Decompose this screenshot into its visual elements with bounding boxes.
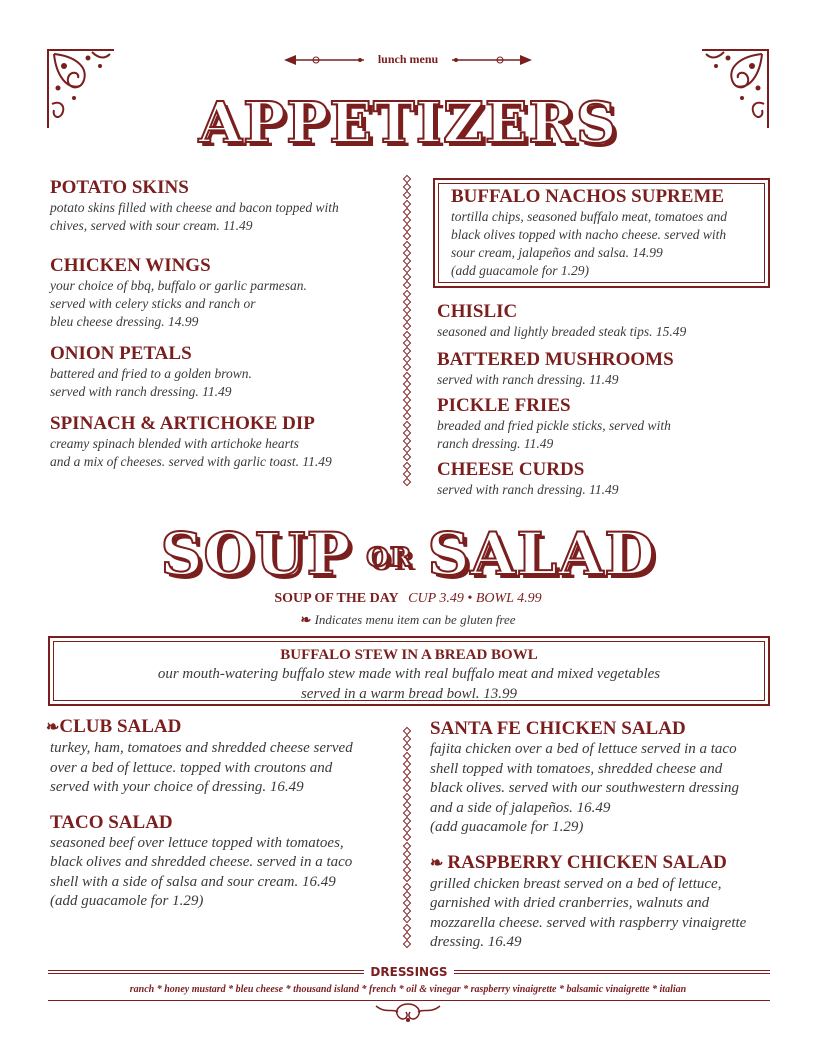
- item-title: SANTA FE CHICKEN SALAD: [430, 718, 686, 739]
- diamond-divider: [403, 176, 413, 487]
- item-title: CHICKEN WINGS: [50, 255, 211, 276]
- diamond-ornament: [403, 453, 411, 461]
- featured-item: [50, 645, 768, 704]
- item-desc: your choice of bbq, buffalo or garlic parmesan. served with celery sticks and ranch or bleu cheese dressing. 14.99: [50, 278, 307, 329]
- diamond-ornament: [403, 199, 411, 207]
- soup-salad-heading: [150, 516, 666, 592]
- menu-item: [50, 343, 395, 401]
- leaf-ornament-icon: ❧: [46, 719, 60, 736]
- appetizers-left-column: [50, 177, 395, 471]
- soup-label: SOUP OF THE DAY: [274, 591, 399, 606]
- salads-left-column: [46, 716, 395, 912]
- item-title-text: RASPBERRY CHICKEN SALAD: [447, 851, 727, 873]
- item-title: POTATO SKINS: [50, 177, 189, 198]
- diamond-ornament: [403, 874, 411, 882]
- diamond-ornament: [403, 461, 411, 469]
- item-desc: creamy spinach blended with artichoke hearts and a mix of cheeses. served with garlic toast. 11.49: [50, 436, 332, 469]
- diamond-ornament: [403, 371, 411, 379]
- lunch-menu-banner: [0, 52, 816, 68]
- diamond-ornament: [403, 470, 411, 478]
- item-desc: our mouth-watering buffalo stew made with real buffalo meat and mixed vegetables served in a warm bread bowl. 13.99: [157, 666, 661, 702]
- diamond-ornament: [403, 833, 411, 841]
- heading-salad: SALAD: [427, 520, 656, 588]
- salads-right-column: [430, 718, 780, 953]
- diamond-ornament: [403, 322, 411, 330]
- item-desc: served with ranch dressing. 11.49: [437, 372, 619, 387]
- lunch-menu-label: lunch menu: [377, 52, 439, 66]
- item-desc: turkey, ham, tomatoes and shredded cheese served over a bed of lettuce. topped with croutons and served with your choice of dressing. 16.49: [50, 740, 353, 795]
- menu-item: [430, 718, 780, 838]
- item-desc: served with ranch dressing. 11.49: [437, 482, 619, 497]
- diamond-ornament: [403, 940, 411, 948]
- scroll-divider-icon: [450, 54, 534, 66]
- diamond-ornament: [403, 792, 411, 800]
- diamond-divider: [403, 728, 413, 949]
- item-desc: grilled chicken breast served on a bed of lettuce, garnished with dried cranberries, walnuts and mozzarella cheese. served with raspberry vinaigrette dressing. 16.49: [430, 875, 747, 950]
- diamond-ornament: [403, 478, 411, 486]
- item-title: [46, 716, 395, 739]
- gluten-free-note: [0, 612, 816, 628]
- soup-of-the-day-line: [0, 591, 816, 607]
- menu-item: [50, 255, 395, 331]
- diamond-ornament: [403, 363, 411, 371]
- item-title: SPINACH & ARTICHOKE DIP: [50, 413, 315, 434]
- diamond-ornament: [403, 191, 411, 199]
- soup-prices: CUP 3.49 • BOWL 4.99: [408, 591, 542, 606]
- diamond-ornament: [403, 232, 411, 240]
- menu-item: [50, 413, 395, 471]
- leaf-ornament-icon: ❧: [430, 854, 444, 872]
- heading-or: OR: [366, 543, 413, 573]
- featured-item-box: [48, 636, 770, 706]
- diamond-ornament: [403, 891, 411, 899]
- dressings-list: ranch * honey mustard * bleu cheese * thousand island * french * oil & vinegar * raspberry vinaigrette * balsamic vinaigrette * italian: [129, 984, 687, 995]
- item-title: BATTERED MUSHROOMS: [437, 349, 674, 370]
- item-title: PICKLE FRIES: [437, 395, 571, 416]
- menu-item: [50, 177, 395, 235]
- item-title: CHISLIC: [437, 301, 518, 322]
- diamond-ornament: [403, 800, 411, 808]
- heading-soup: SOUP: [160, 520, 352, 588]
- diamond-ornament: [403, 248, 411, 256]
- dressings-rule: [48, 966, 770, 980]
- item-title: CHEESE CURDS: [437, 459, 585, 480]
- item-title-text: CLUB SALAD: [59, 716, 182, 737]
- rule-line: [48, 970, 364, 974]
- diamond-ornament: [403, 751, 411, 759]
- item-desc: seasoned and lightly breaded steak tips. 15.49: [437, 324, 687, 339]
- item-title: BUFFALO NACHOS SUPREME: [451, 186, 725, 207]
- dressings-label: DRESSINGS: [370, 965, 448, 979]
- diamond-ornament: [403, 379, 411, 387]
- diamond-ornament: [403, 841, 411, 849]
- appetizers-right-column: [437, 301, 777, 499]
- menu-item: [437, 395, 777, 453]
- menu-item: [50, 812, 395, 912]
- diamond-ornament: [403, 743, 411, 751]
- menu-item: [430, 852, 780, 953]
- item-desc: tortilla chips, seasoned buffalo meat, tomatoes and black olives topped with nacho cheese. served with sour cream, jalapeños and salsa. 14.99 (add guacamole for 1.29): [451, 209, 727, 278]
- diamond-ornament: [403, 281, 411, 289]
- diamond-ornament: [403, 882, 411, 890]
- item-desc: battered and fried to a golden brown. served with ranch dressing. 11.49: [50, 366, 252, 399]
- menu-item: [46, 716, 395, 798]
- featured-item-box: [433, 178, 770, 288]
- appetizers-heading: APPETIZERS: [198, 90, 618, 156]
- diamond-ornament: [403, 420, 411, 428]
- item-title: TACO SALAD: [50, 811, 173, 833]
- menu-item: [437, 459, 777, 499]
- item-desc: breaded and fried pickle sticks, served with ranch dressing. 11.49: [437, 418, 671, 451]
- diamond-ornament: [403, 289, 411, 297]
- diamond-ornament: [403, 784, 411, 792]
- featured-item: [451, 186, 761, 280]
- flourish-bottom-icon: [372, 1000, 444, 1026]
- diamond-ornament: [403, 923, 411, 931]
- diamond-ornament: [403, 208, 411, 216]
- item-desc: potato skins filled with cheese and bacon topped with chives, served with sour cream. 11.49: [50, 200, 339, 233]
- item-desc: fajita chicken over a bed of lettuce served in a taco shell topped with tomatoes, shredded cheese and black olives. served with our southwestern dressing and a side of jalapeños. 16.49 (add guacamole for 1.29): [430, 741, 739, 835]
- menu-item: [437, 301, 777, 341]
- diamond-ornament: [403, 412, 411, 420]
- diamond-ornament: [403, 330, 411, 338]
- gluten-free-note-text: Indicates menu item can be gluten free: [314, 612, 516, 627]
- diamond-ornament: [403, 339, 411, 347]
- diamond-ornament: [403, 240, 411, 248]
- menu-item: [437, 349, 777, 389]
- item-title: [430, 852, 780, 875]
- item-desc: seasoned beef over lettuce topped with tomatoes, black olives and shredded cheese. served in a taco shell with a side of salsa and sour cream. 16.49 (add guacamole for 1.29): [50, 834, 353, 909]
- leaf-ornament-icon: ❧: [300, 612, 312, 627]
- diamond-ornament: [403, 915, 411, 923]
- scroll-divider-icon: [282, 54, 366, 66]
- diamond-ornament: [403, 760, 411, 768]
- rule-line: [454, 970, 770, 974]
- item-title: BUFFALO STEW IN A BREAD BOWL: [280, 647, 538, 663]
- item-title: ONION PETALS: [50, 343, 192, 364]
- diamond-ornament: [403, 931, 411, 939]
